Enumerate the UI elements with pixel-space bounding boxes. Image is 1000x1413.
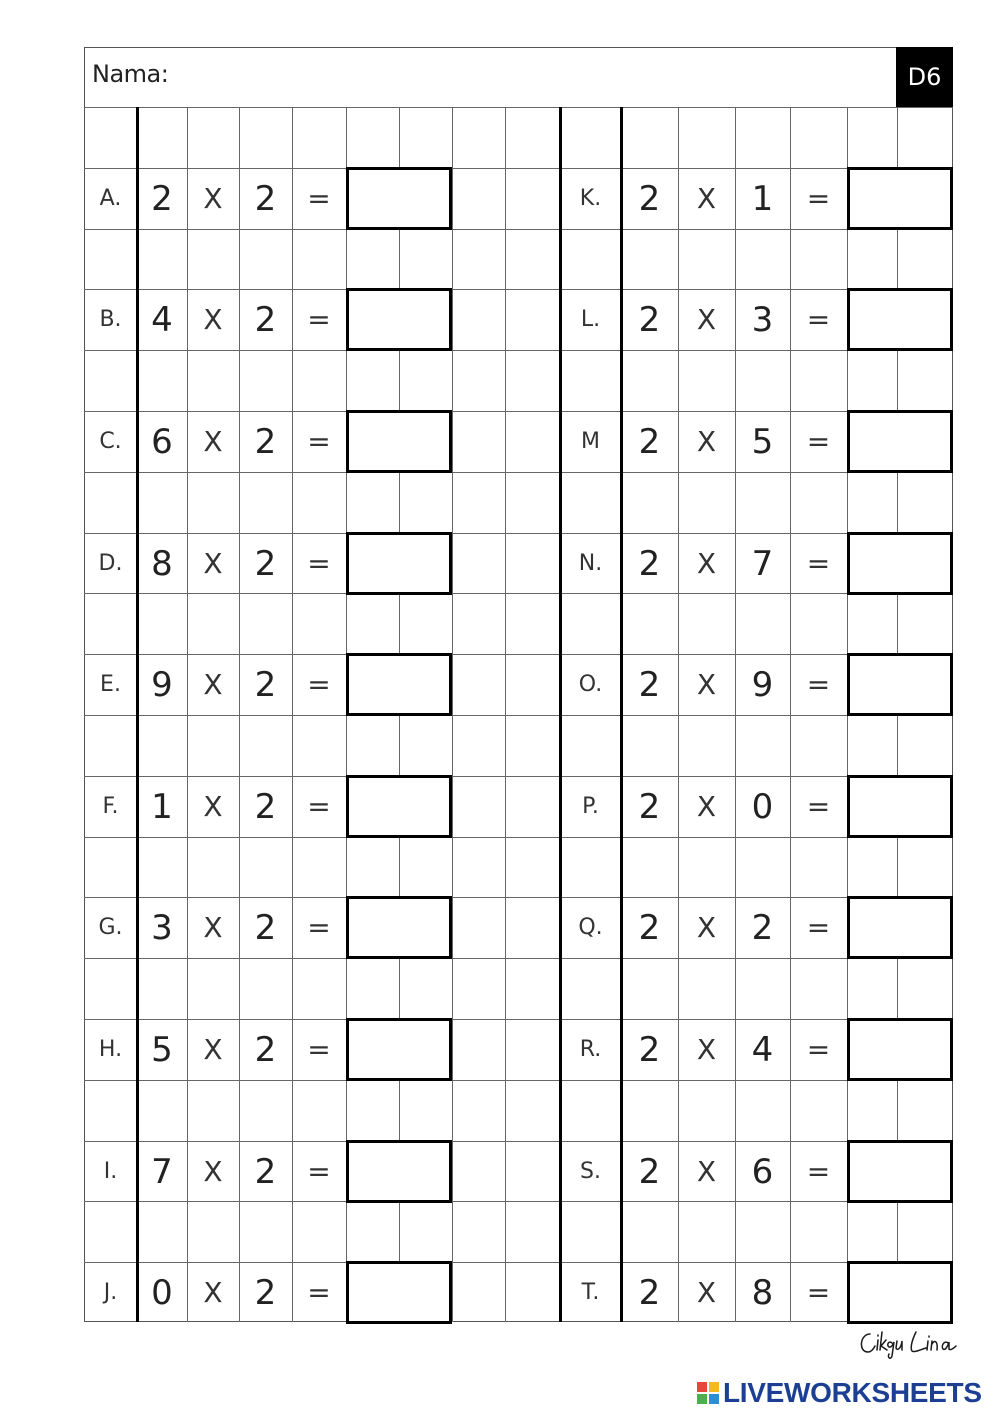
problem-label: R. bbox=[579, 1036, 602, 1062]
equals-sign: = bbox=[806, 667, 831, 701]
multiply-sign: X bbox=[203, 910, 223, 944]
problem-label: D. bbox=[98, 550, 123, 576]
equals-sign: = bbox=[307, 424, 331, 458]
second-factor: 2 bbox=[254, 421, 277, 462]
first-factor: 8 bbox=[151, 543, 173, 584]
second-factor: 0 bbox=[751, 786, 774, 827]
multiply-sign: X bbox=[696, 1032, 717, 1066]
grid-row-line bbox=[84, 472, 953, 473]
answer-box[interactable] bbox=[847, 288, 953, 351]
second-factor: 3 bbox=[751, 299, 774, 340]
grid-col-line bbox=[452, 107, 453, 1322]
multiply-sign: X bbox=[696, 424, 717, 458]
answer-box[interactable] bbox=[346, 532, 452, 595]
problem-label: M bbox=[581, 428, 600, 454]
first-factor: 2 bbox=[638, 1029, 661, 1070]
multiply-sign: X bbox=[203, 1275, 223, 1309]
answer-box[interactable] bbox=[847, 775, 953, 838]
equals-sign: = bbox=[806, 1275, 831, 1309]
second-factor: 4 bbox=[751, 1029, 774, 1070]
equals-sign: = bbox=[307, 910, 331, 944]
grid-row-line bbox=[84, 229, 953, 230]
answer-box[interactable] bbox=[346, 775, 452, 838]
first-factor: 2 bbox=[638, 421, 661, 462]
first-factor: 7 bbox=[151, 1151, 173, 1192]
answer-box[interactable] bbox=[847, 1018, 953, 1081]
problem-label: J. bbox=[103, 1279, 118, 1305]
second-factor: 2 bbox=[254, 1029, 277, 1070]
answer-box[interactable] bbox=[847, 653, 953, 716]
first-factor: 4 bbox=[151, 299, 173, 340]
answer-box[interactable] bbox=[346, 1261, 452, 1324]
first-factor: 2 bbox=[638, 1272, 661, 1313]
equals-sign: = bbox=[307, 181, 331, 215]
equals-sign: = bbox=[806, 789, 831, 823]
problem-label: H. bbox=[98, 1036, 123, 1062]
equals-sign: = bbox=[806, 1032, 831, 1066]
answer-box[interactable] bbox=[346, 1018, 452, 1081]
multiply-sign: X bbox=[696, 789, 717, 823]
grid-row-line bbox=[84, 958, 953, 959]
first-factor: 2 bbox=[638, 907, 661, 948]
first-factor: 9 bbox=[151, 664, 173, 705]
problem-label: Q. bbox=[578, 914, 603, 940]
multiply-sign: X bbox=[696, 181, 717, 215]
equals-sign: = bbox=[806, 546, 831, 580]
first-factor: 2 bbox=[638, 786, 661, 827]
second-factor: 1 bbox=[751, 178, 774, 219]
liveworksheets-logo-icon bbox=[697, 1382, 719, 1404]
sheet-code-badge: D6 bbox=[896, 47, 953, 107]
equals-sign: = bbox=[806, 302, 831, 336]
answer-box[interactable] bbox=[346, 896, 452, 959]
problem-label: F. bbox=[102, 793, 119, 819]
answer-box[interactable] bbox=[847, 1140, 953, 1203]
first-factor: 0 bbox=[151, 1272, 173, 1313]
grid-row-line bbox=[84, 350, 953, 351]
problem-label: O. bbox=[578, 671, 603, 697]
problem-label: B. bbox=[99, 306, 122, 332]
multiply-sign: X bbox=[696, 910, 717, 944]
second-factor: 2 bbox=[254, 1151, 277, 1192]
equals-sign: = bbox=[806, 181, 831, 215]
first-factor: 2 bbox=[638, 543, 661, 584]
second-factor: 2 bbox=[254, 1272, 277, 1313]
second-factor: 5 bbox=[751, 421, 774, 462]
problem-label: E. bbox=[100, 671, 121, 697]
answer-box[interactable] bbox=[847, 410, 953, 473]
problem-label: N. bbox=[578, 550, 603, 576]
equals-sign: = bbox=[307, 1032, 331, 1066]
multiply-sign: X bbox=[696, 546, 717, 580]
second-factor: 6 bbox=[751, 1151, 774, 1192]
multiply-sign: X bbox=[203, 789, 223, 823]
equals-sign: = bbox=[307, 789, 331, 823]
first-factor: 2 bbox=[638, 1151, 661, 1192]
answer-box[interactable] bbox=[847, 532, 953, 595]
equals-sign: = bbox=[806, 424, 831, 458]
multiply-sign: X bbox=[203, 546, 223, 580]
first-factor: 1 bbox=[151, 786, 173, 827]
second-factor: 2 bbox=[254, 664, 277, 705]
second-factor: 8 bbox=[751, 1272, 774, 1313]
second-factor: 2 bbox=[254, 178, 277, 219]
second-factor: 9 bbox=[751, 664, 774, 705]
first-factor: 2 bbox=[638, 299, 661, 340]
multiply-sign: X bbox=[203, 302, 223, 336]
multiply-sign: X bbox=[203, 1154, 223, 1188]
grid-row-line bbox=[84, 1080, 953, 1081]
equals-sign: = bbox=[307, 302, 331, 336]
first-factor: 6 bbox=[151, 421, 173, 462]
header-divider bbox=[84, 107, 953, 108]
brand-text: LIVEWORKSHEETS bbox=[723, 1377, 982, 1408]
first-factor: 2 bbox=[638, 664, 661, 705]
problem-label: S. bbox=[580, 1158, 601, 1184]
name-label: Nama: bbox=[92, 60, 169, 88]
problem-label: T. bbox=[581, 1279, 600, 1305]
multiply-sign: X bbox=[696, 1154, 717, 1188]
equals-sign: = bbox=[806, 910, 831, 944]
answer-box[interactable] bbox=[346, 410, 452, 473]
equals-sign: = bbox=[307, 1154, 331, 1188]
multiply-sign: X bbox=[203, 181, 223, 215]
multiply-sign: X bbox=[203, 667, 223, 701]
first-factor: 3 bbox=[151, 907, 173, 948]
multiply-sign: X bbox=[203, 424, 223, 458]
problem-label: A. bbox=[99, 185, 122, 211]
second-factor: 2 bbox=[254, 299, 277, 340]
problem-label: K. bbox=[579, 185, 602, 211]
multiply-sign: X bbox=[696, 1275, 717, 1309]
grid-row-line bbox=[84, 715, 953, 716]
answer-box[interactable] bbox=[346, 653, 452, 716]
answer-box[interactable] bbox=[346, 288, 452, 351]
answer-box[interactable] bbox=[346, 1140, 452, 1203]
problem-label: I. bbox=[103, 1158, 118, 1184]
equals-sign: = bbox=[307, 1275, 331, 1309]
grid-col-line bbox=[505, 107, 506, 1322]
answer-box[interactable] bbox=[847, 896, 953, 959]
answer-box[interactable] bbox=[346, 167, 452, 230]
second-factor: 2 bbox=[254, 786, 277, 827]
grid-row-line bbox=[84, 837, 953, 838]
equals-sign: = bbox=[806, 1154, 831, 1188]
answer-box[interactable] bbox=[847, 167, 953, 230]
problem-label: G. bbox=[98, 914, 123, 940]
first-factor: 2 bbox=[638, 178, 661, 219]
multiply-sign: X bbox=[696, 302, 717, 336]
equals-sign: = bbox=[307, 667, 331, 701]
second-factor: 2 bbox=[254, 907, 277, 948]
signature-image bbox=[856, 1326, 966, 1360]
first-factor: 2 bbox=[151, 178, 173, 219]
problem-label: P. bbox=[582, 793, 599, 819]
second-factor: 7 bbox=[751, 543, 774, 584]
answer-box[interactable] bbox=[847, 1261, 953, 1324]
problem-label: C. bbox=[99, 428, 122, 454]
multiply-sign: X bbox=[203, 1032, 223, 1066]
multiply-sign: X bbox=[696, 667, 717, 701]
second-factor: 2 bbox=[254, 543, 277, 584]
equals-sign: = bbox=[307, 546, 331, 580]
problem-label: L. bbox=[580, 306, 601, 332]
liveworksheets-brand bbox=[697, 1376, 982, 1410]
second-factor: 2 bbox=[751, 907, 774, 948]
first-factor: 5 bbox=[151, 1029, 173, 1070]
